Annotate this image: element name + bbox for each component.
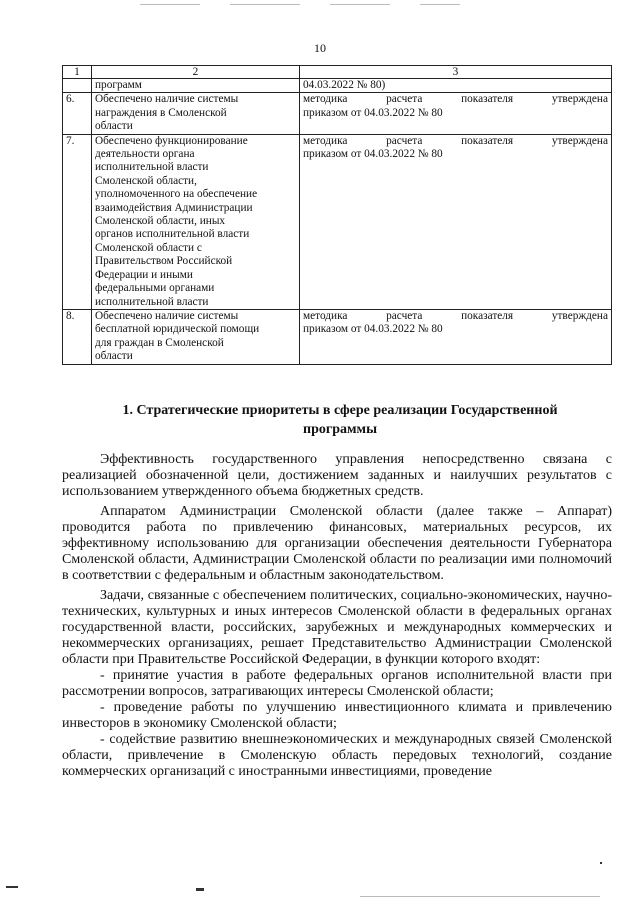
paragraph: Эффективность государственного управления непосредственно связана с реализацией обозначенной цели, достижением заданных и наилучших результатов с использованием утвержденного объема бюджетных средств. xyxy=(62,452,612,499)
text-line: бесплатной юридической помощи xyxy=(95,323,260,336)
header-cell: 1 xyxy=(63,66,92,79)
paragraph: Аппаратом Администрации Смоленской области (далее также – Аппарат) проводится работа по привлечению финансовых, материальных ресурсов, их эффективному использованию для организации обеспечения деятельности Губернатора Смоленской области, Администрации Смоленской области по реализации ими полномочий в соответствии с федеральным и областным законодательством. xyxy=(62,504,612,583)
section-heading xyxy=(100,401,580,439)
indicator-name xyxy=(92,309,300,364)
indicator-basis xyxy=(300,134,612,309)
text-line: приказом от 04.03.2022 № 80 xyxy=(303,148,443,161)
text-line: 04.03.2022 № 80) xyxy=(303,79,386,91)
scan-artifact xyxy=(6,886,18,888)
row-number: 7. xyxy=(63,134,92,309)
heading-line: 1. Стратегические приоритеты в сфере реализации Государственной xyxy=(122,403,558,418)
list-item: - проведение работы по улучшению инвестиционного климата и привлечению инвесторов в экономику Смоленской области; xyxy=(62,700,612,731)
text-line: методика расчета показателя утверждена xyxy=(303,93,608,106)
text-line: Обеспечено наличие системы xyxy=(95,309,239,322)
table-row xyxy=(63,79,612,93)
paragraph: Задачи, связанные с обеспечением политических, социально-экономических, научно-технических, культурных и иных интересов Смоленской области в федеральных органах государственной власти, российских, зарубежных и международных коммерческих и некоммерческих организациях, решает Представительство Администрации Смоленской области при Правительстве Российской Федерации, в функции которого входят: xyxy=(62,588,612,667)
scan-top-rule xyxy=(230,4,300,5)
text-line: приказом от 04.03.2022 № 80 xyxy=(303,323,443,336)
text-line: федеральными органами xyxy=(95,282,215,295)
text-line: области xyxy=(95,120,133,133)
indicator-name xyxy=(92,79,300,93)
indicator-basis xyxy=(300,93,612,134)
text-line: программ xyxy=(95,79,142,91)
list-item: - принятие участия в работе федеральных органов исполнительной власти при рассмотрении вопросов, затрагивающих интересы Смоленской области; xyxy=(62,668,612,699)
indicator-name xyxy=(92,93,300,134)
indicator-basis xyxy=(300,309,612,364)
table-header-row xyxy=(63,66,612,79)
header-cell: 3 xyxy=(300,66,612,79)
text-line: для граждан в Смоленской xyxy=(95,336,224,349)
text-line: деятельности органа xyxy=(95,148,195,161)
text-line: органов исполнительной власти xyxy=(95,228,250,241)
indicators-table xyxy=(62,65,612,365)
text-line: исполнительной власти xyxy=(95,161,209,174)
header-cell: 2 xyxy=(92,66,300,79)
text-line: взаимодействия Администрации xyxy=(95,201,253,214)
table-row xyxy=(63,309,612,364)
table-row xyxy=(63,134,612,309)
text-line: приказом от 04.03.2022 № 80 xyxy=(303,106,443,119)
text-line: Обеспечено наличие системы xyxy=(95,93,239,106)
table-row xyxy=(63,93,612,134)
scan-bottom-rule xyxy=(360,896,600,897)
text-line: исполнительной власти xyxy=(95,295,209,308)
text-line: Смоленской области с xyxy=(95,241,202,254)
heading-line: программы xyxy=(303,422,377,437)
text-line: уполномоченного на обеспечение xyxy=(95,188,258,201)
text-line: Смоленской области, xyxy=(95,174,197,187)
page-number: 10 xyxy=(314,41,326,55)
text-line: Федерации и иными xyxy=(95,268,193,281)
scan-top-rule xyxy=(420,4,460,5)
section-body xyxy=(62,452,612,780)
text-line: награждения в Смоленской xyxy=(95,106,227,119)
indicator-name xyxy=(92,134,300,309)
text-line: методика расчета показателя утверждена xyxy=(303,134,608,147)
text-line: методика расчета показателя утверждена xyxy=(303,309,608,322)
row-number: 6. xyxy=(63,93,92,134)
scan-top-rule xyxy=(330,4,390,5)
text-line: Обеспечено функционирование xyxy=(95,134,248,147)
text-line: Правительством Российской xyxy=(95,255,233,268)
row-number: 8. xyxy=(63,309,92,364)
scan-artifact xyxy=(196,888,204,891)
text-line: области xyxy=(95,350,133,363)
scan-artifact xyxy=(600,862,602,864)
indicator-basis xyxy=(300,79,612,93)
list-item: - содействие развитию внешнеэкономических и международных связей Смоленской области, привлечение в Смоленскую область передовых технологий, создание коммерческих организаций с иностранными инвестициями, проведение xyxy=(62,732,612,779)
row-number xyxy=(63,79,92,93)
scan-top-rule xyxy=(140,4,200,5)
text-line: Смоленской области, иных xyxy=(95,215,226,228)
